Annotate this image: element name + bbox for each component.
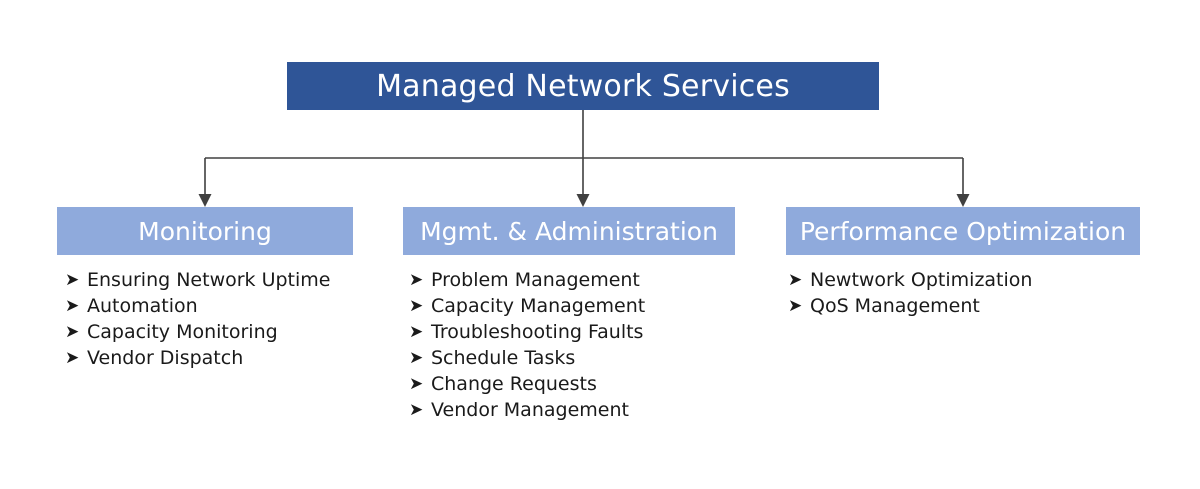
arrow-bullet-icon: ➤ [409, 270, 424, 290]
arrow-bullet-icon: ➤ [65, 296, 80, 316]
branch-item-list-monitoring [57, 255, 353, 371]
branch-column-monitoring [57, 207, 353, 371]
list-item-label: Ensuring Network Uptime [87, 269, 331, 291]
list-item [409, 345, 735, 371]
list-item-label: Vendor Management [431, 399, 629, 421]
list-item-label: Schedule Tasks [431, 347, 576, 369]
arrow-bullet-icon: ➤ [65, 348, 80, 368]
arrow-bullet-icon: ➤ [788, 270, 803, 290]
branch-item-list-performance-optimization [786, 255, 1140, 319]
branch-node-management-administration [403, 207, 735, 255]
arrow-bullet-icon: ➤ [409, 296, 424, 316]
list-item [409, 371, 735, 397]
list-item [65, 293, 353, 319]
list-item-label: Problem Management [431, 269, 640, 291]
branch-column-performance-optimization [786, 207, 1140, 319]
root-node [287, 62, 879, 110]
list-item-label: QoS Management [810, 295, 980, 317]
list-item-label: Capacity Management [431, 295, 646, 317]
list-item [788, 267, 1140, 293]
arrow-bullet-icon: ➤ [65, 322, 80, 342]
list-item [409, 397, 735, 423]
branch-column-management-administration [403, 207, 735, 423]
list-item [409, 293, 735, 319]
branch-item-list-management-administration [403, 255, 735, 423]
list-item-label: Newtwork Optimization [810, 269, 1033, 291]
branch-node-performance-optimization [786, 207, 1140, 255]
root-node-label: Managed Network Services [376, 68, 790, 104]
arrow-bullet-icon: ➤ [788, 296, 803, 316]
list-item-label: Vendor Dispatch [87, 347, 244, 369]
branch-node-monitoring [57, 207, 353, 255]
arrow-bullet-icon: ➤ [409, 400, 424, 420]
branch-node-label: Mgmt. & Administration [420, 216, 718, 246]
list-item [409, 319, 735, 345]
arrow-bullet-icon: ➤ [409, 322, 424, 342]
arrow-bullet-icon: ➤ [409, 374, 424, 394]
list-item [65, 267, 353, 293]
list-item-label: Troubleshooting Faults [431, 321, 644, 343]
branch-node-label: Performance Optimization [799, 216, 1127, 246]
arrow-bullet-icon: ➤ [65, 270, 80, 290]
list-item-label: Automation [87, 295, 198, 317]
list-item-label: Change Requests [431, 373, 597, 395]
list-item [65, 345, 353, 371]
list-item [65, 319, 353, 345]
list-item-label: Capacity Monitoring [87, 321, 278, 343]
list-item [788, 293, 1140, 319]
list-item [409, 267, 735, 293]
arrow-bullet-icon: ➤ [409, 348, 424, 368]
branch-node-label: Monitoring [138, 216, 272, 246]
